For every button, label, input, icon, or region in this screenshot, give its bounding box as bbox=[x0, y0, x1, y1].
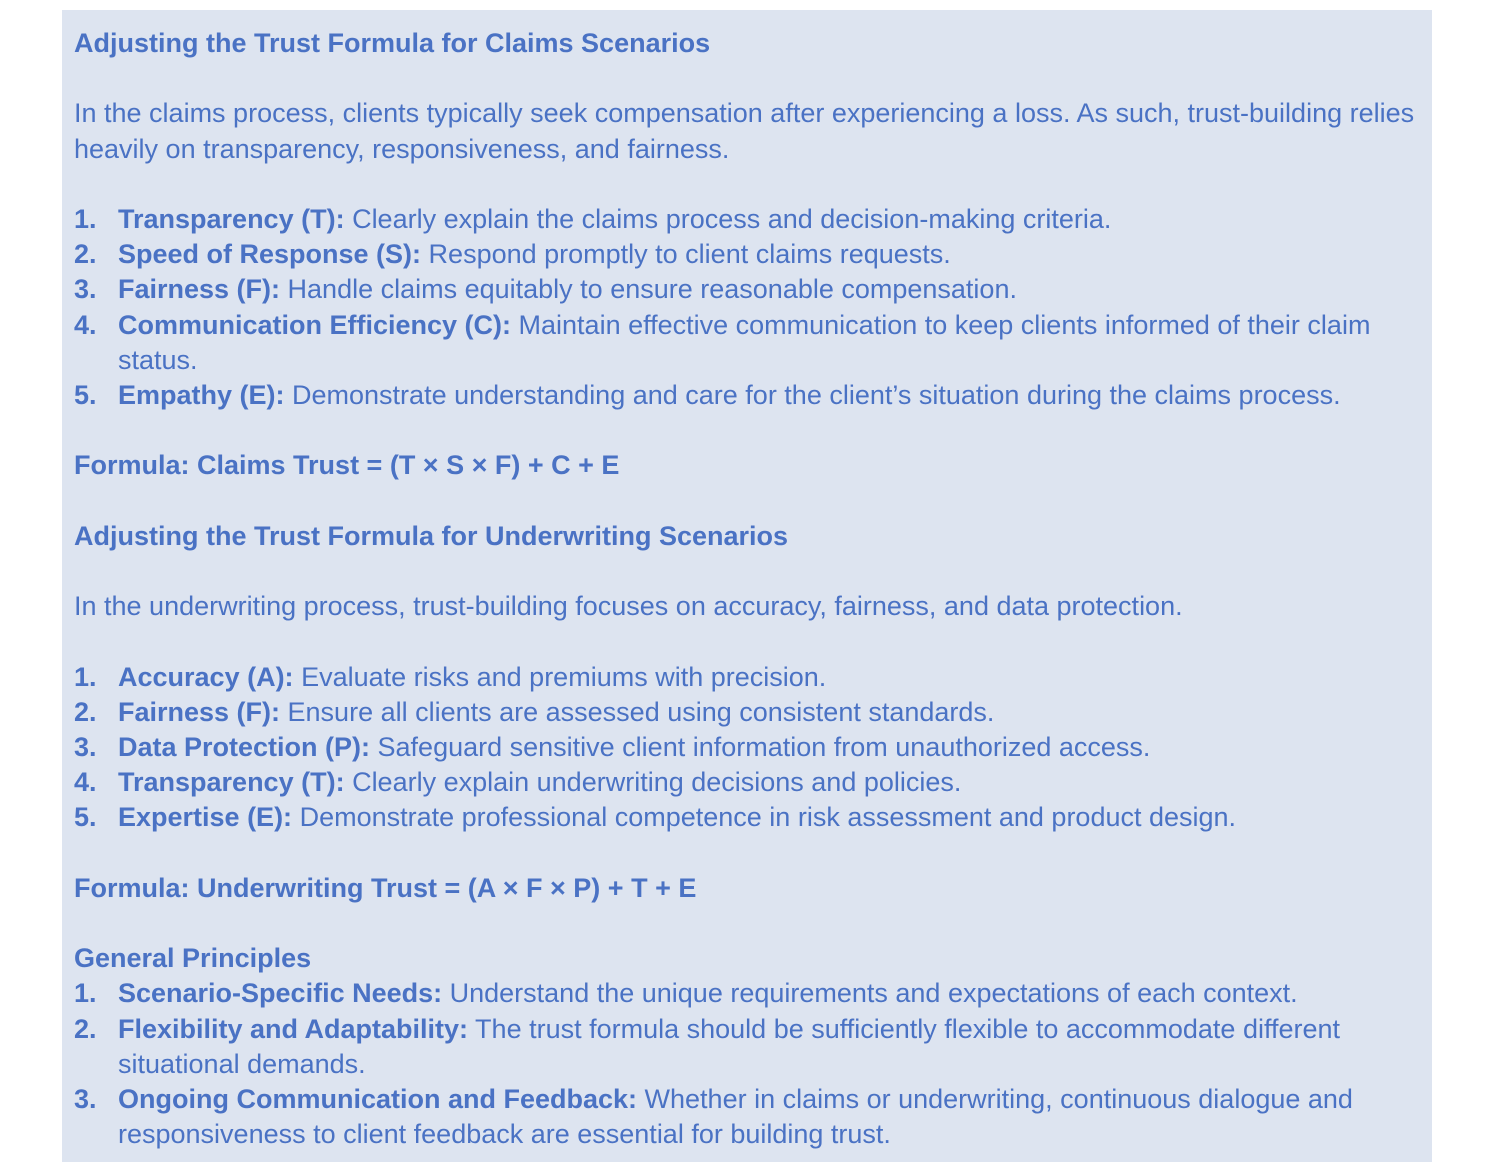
item-desc: Clearly explain the claims process and decision-making criteria. bbox=[344, 203, 1112, 234]
item-desc: Demonstrate professional competence in risk assessment and product design. bbox=[292, 802, 1237, 833]
list-item bbox=[74, 765, 1420, 800]
list-item bbox=[74, 730, 1420, 765]
item-desc: Respond promptly to client claims requests. bbox=[421, 239, 951, 270]
item-term: Transparency (T): bbox=[118, 203, 345, 234]
item-number: 1. bbox=[74, 978, 97, 1009]
spacer bbox=[74, 484, 1420, 519]
item-number: 5. bbox=[74, 380, 97, 410]
item-number: 1. bbox=[74, 661, 97, 692]
general-heading: General Principles bbox=[74, 943, 312, 974]
list-item bbox=[74, 1082, 1420, 1152]
item-term: Flexibility and Adaptability: bbox=[118, 1013, 469, 1044]
list-item bbox=[74, 272, 1420, 307]
item-term: Expertise (E): bbox=[118, 802, 293, 833]
spacer bbox=[74, 624, 1420, 659]
claims-heading: Adjusting the Trust Formula for Claims Scenarios bbox=[74, 28, 711, 58]
item-number: 4. bbox=[74, 767, 97, 798]
spacer bbox=[74, 413, 1420, 448]
item-number: 5. bbox=[74, 802, 97, 833]
item-number: 3. bbox=[74, 731, 97, 762]
general-list bbox=[74, 976, 1420, 1152]
underwriting-list bbox=[74, 660, 1420, 836]
list-item bbox=[74, 202, 1420, 237]
item-desc: Clearly explain underwriting decisions and policies. bbox=[344, 767, 962, 798]
spacer bbox=[74, 836, 1420, 871]
item-number: 2. bbox=[74, 1013, 97, 1044]
claims-list bbox=[74, 202, 1420, 413]
item-desc: The trust formula should be sufficiently flexible to accommodate different situational demands. bbox=[118, 1013, 1341, 1079]
claims-formula: Formula: Claims Trust = (T × S × F) + C + E bbox=[74, 450, 620, 481]
item-term: Speed of Response (S): bbox=[118, 239, 422, 270]
spacer bbox=[74, 167, 1420, 202]
item-term: Accuracy (A): bbox=[118, 661, 294, 692]
item-desc: Safeguard sensitive client information from unauthorized access. bbox=[370, 731, 1151, 762]
item-number: 3. bbox=[74, 1083, 97, 1114]
item-term: Communication Efficiency (C): bbox=[118, 309, 512, 340]
item-desc: Ensure all clients are assessed using consistent standards. bbox=[280, 696, 995, 727]
item-term: Scenario-Specific Needs: bbox=[118, 978, 443, 1009]
list-item bbox=[74, 660, 1420, 695]
item-desc: Evaluate risks and premiums with precision. bbox=[293, 661, 827, 692]
list-item bbox=[74, 695, 1420, 730]
list-item bbox=[74, 976, 1420, 1011]
list-item bbox=[74, 800, 1420, 835]
item-desc: Maintain effective communication to keep clients informed of their claim status. bbox=[118, 309, 1371, 375]
item-number: 3. bbox=[74, 274, 97, 305]
document-panel bbox=[62, 10, 1432, 1162]
list-item bbox=[74, 1012, 1420, 1082]
underwriting-formula: Formula: Underwriting Trust = (A × F × P) + T + E bbox=[74, 872, 697, 903]
item-term: Ongoing Communication and Feedback: bbox=[118, 1083, 638, 1114]
item-desc: Handle claims equitably to ensure reasonable compensation. bbox=[280, 274, 1017, 305]
item-desc: Demonstrate understanding and care for the client’s situation during the claims process. bbox=[284, 380, 1341, 410]
spacer bbox=[74, 61, 1420, 96]
spacer bbox=[74, 554, 1420, 589]
list-item bbox=[74, 308, 1420, 378]
underwriting-heading: Adjusting the Trust Formula for Underwriting Scenarios bbox=[74, 520, 789, 551]
list-item bbox=[74, 378, 1420, 413]
item-term: Transparency (T): bbox=[118, 767, 345, 798]
item-term: Fairness (F): bbox=[118, 274, 281, 305]
item-number: 2. bbox=[74, 239, 97, 270]
item-desc: Whether in claims or underwriting, continuous dialogue and responsiveness to client feedback are essential for building trust. bbox=[118, 1083, 1353, 1150]
item-term: Empathy (E): bbox=[118, 380, 285, 410]
claims-intro: In the claims process, clients typically seek compensation after experiencing a loss. As such, trust-building relies heavily on transparency, responsiveness, and fairness. bbox=[74, 98, 1415, 164]
item-number: 2. bbox=[74, 696, 97, 727]
item-desc: Understand the unique requirements and expectations of each context. bbox=[442, 978, 1298, 1009]
spacer bbox=[74, 906, 1420, 941]
item-term: Data Protection (P): bbox=[118, 731, 371, 762]
underwriting-intro: In the underwriting process, trust-building focuses on accuracy, fairness, and data protection. bbox=[74, 591, 1183, 622]
item-number: 1. bbox=[74, 203, 97, 234]
item-number: 4. bbox=[74, 309, 97, 340]
item-term: Fairness (F): bbox=[118, 696, 281, 727]
list-item bbox=[74, 237, 1420, 272]
